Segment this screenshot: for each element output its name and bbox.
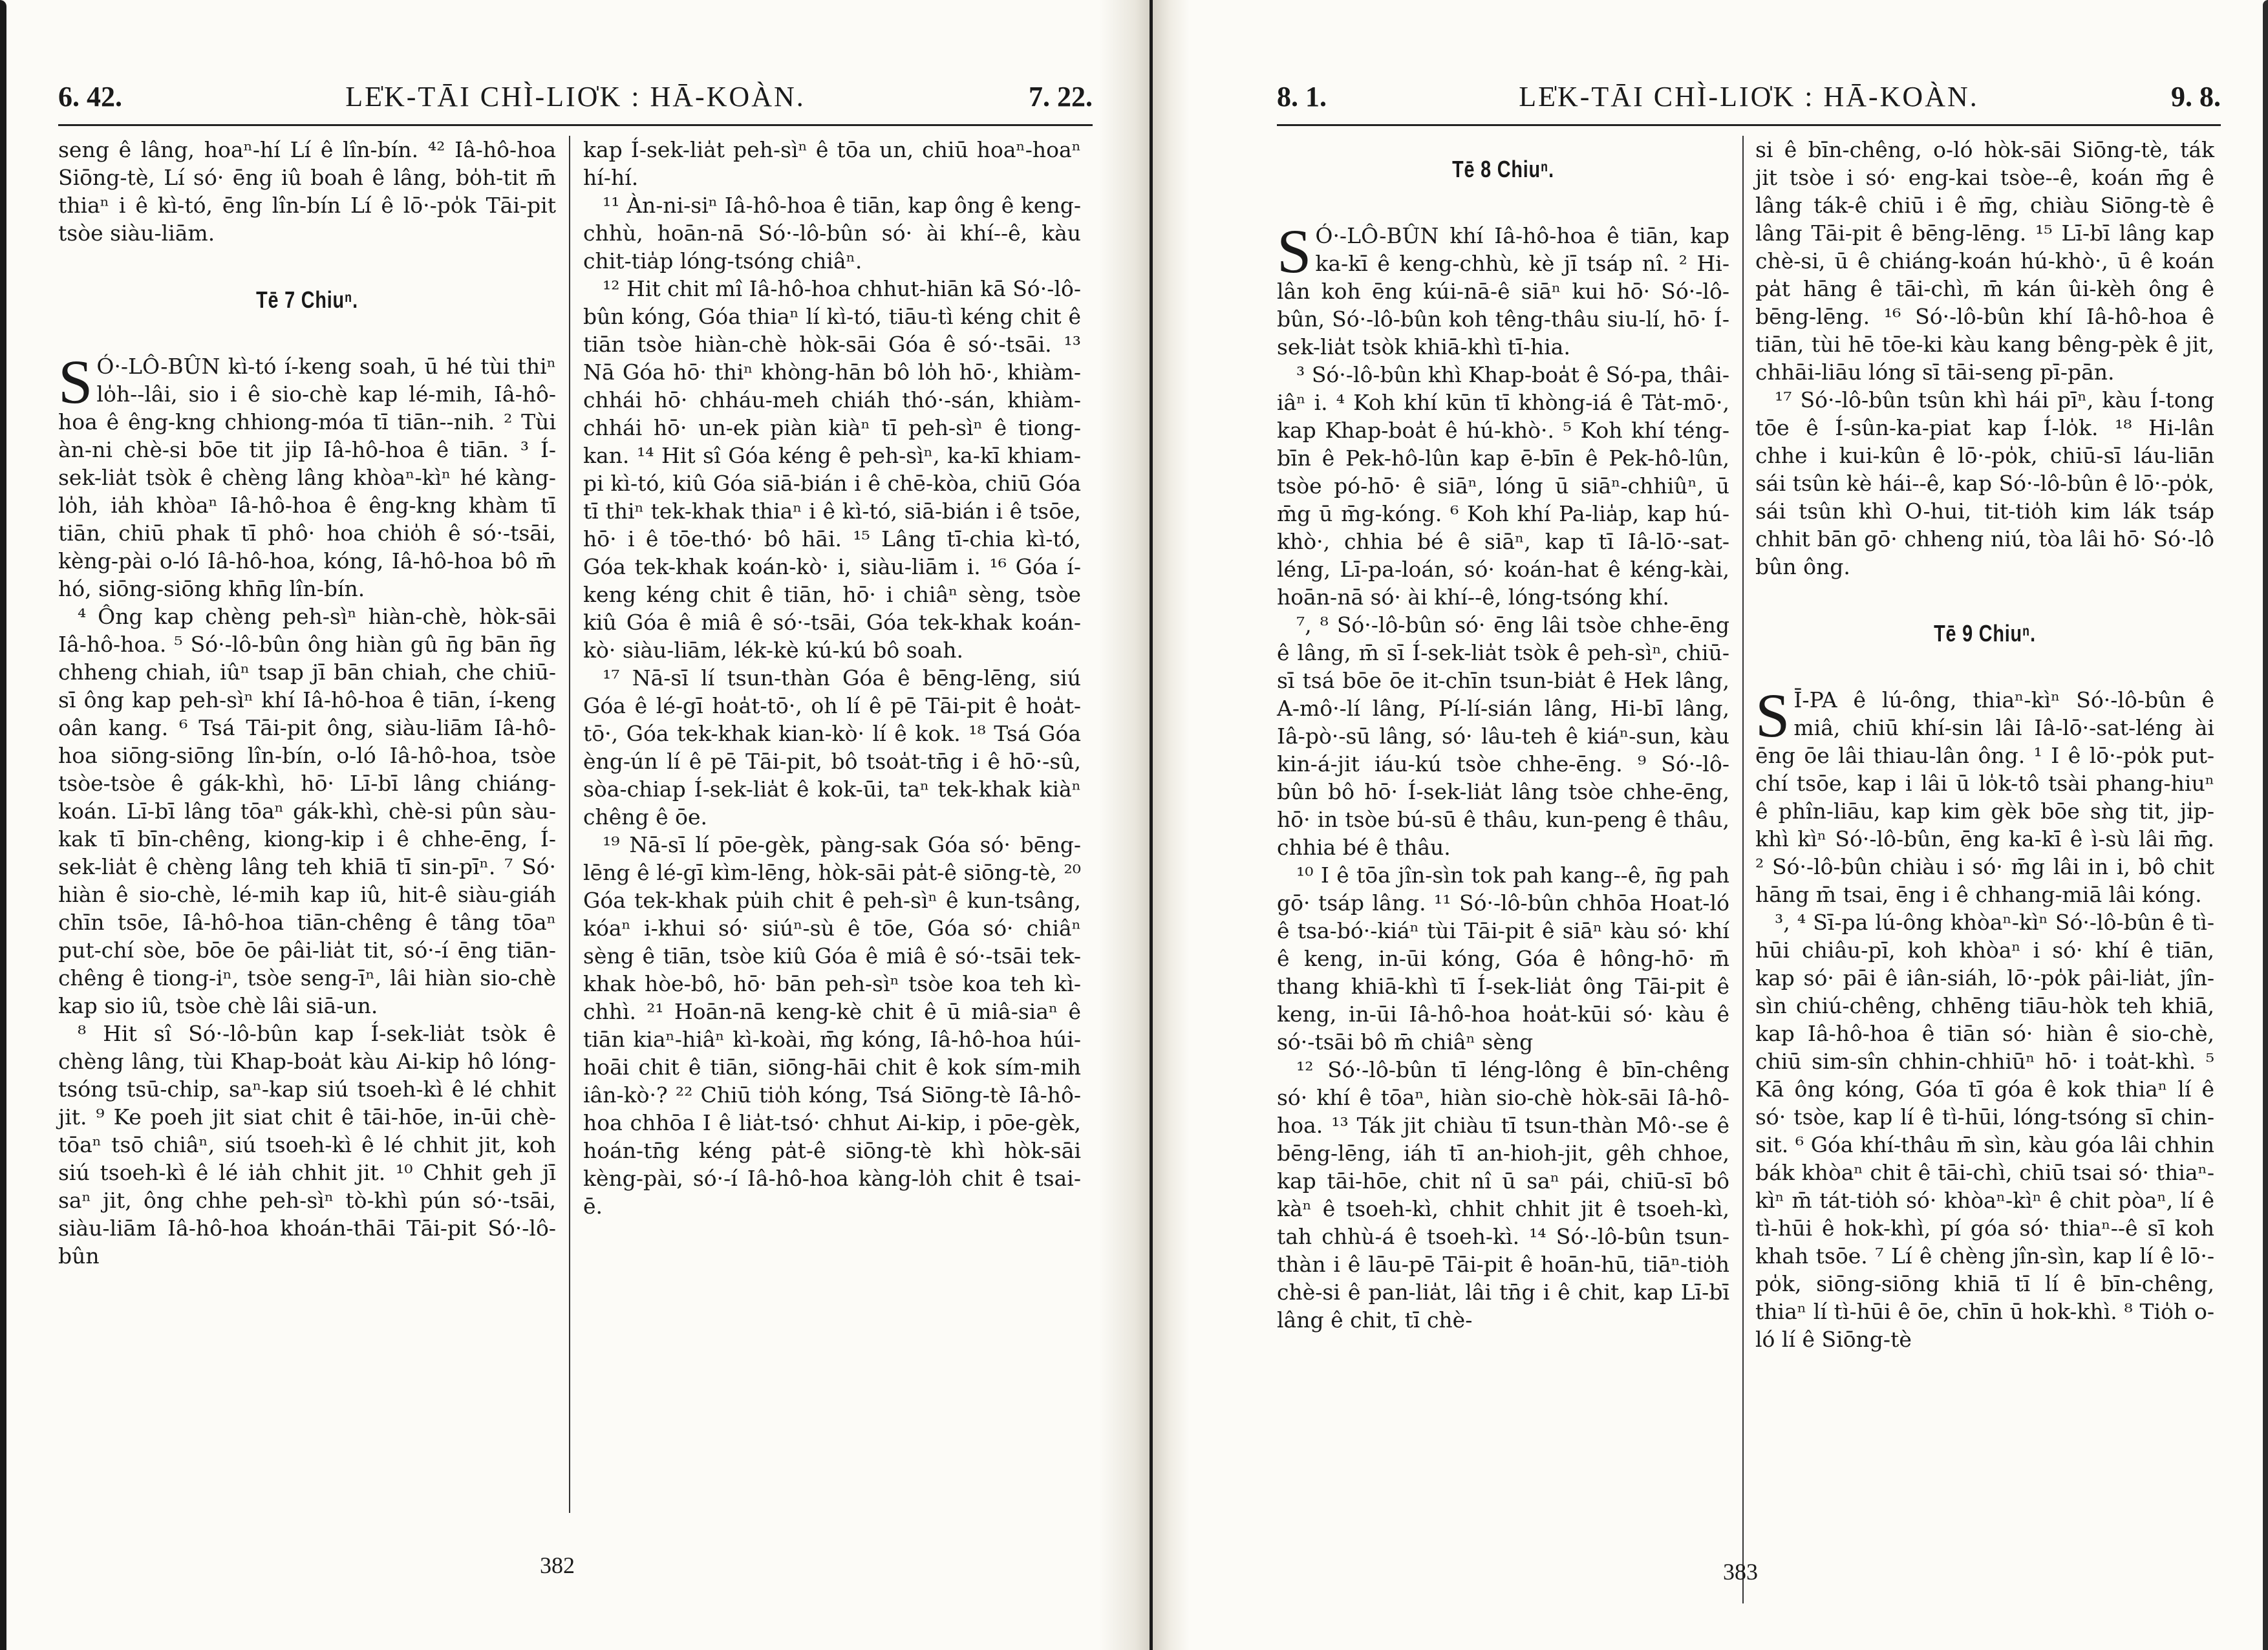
paragraph: ⁸ Hit sî Só·-lô-bûn kap Í-sek-lia̍t tsòk ê chèng lâng, tùi Khap-boa̍t kàu Ai-kip hô lóng-tsóng tsū-chi̍p, saⁿ-kap siú tsoeh-kì ê lé chhit jit. ⁹ Ke poeh jit siat chit ê tāi-hōe, in-ūi chè-tōaⁿ tsō chiâⁿ, siú tsoeh-kì ê lé chhit jit, koh siú tsoeh-kì ê lé ia̍h chhit jit. ¹⁰ Chhit geh jī saⁿ jit, ông chhe peh-sìⁿ tò-khì pún só·-tsāi, siàu-liām Iâ-hô-hoa khoán-thāi Tāi-pit Só·-lô-bûn xyxy=(58,1021,556,1269)
running-title: LE̍K-TĀI CHÌ-LIO̍K : HĀ-KOÀN. xyxy=(345,81,806,112)
page-number: 382 xyxy=(540,1552,575,1578)
gutter-shadow-left xyxy=(1099,0,1151,1650)
drop-cap: S xyxy=(1755,681,1790,750)
paragraph: ¹⁷ Nā-sī lí tsun-thàn Góa ê bēng-lēng, siú Góa ê lé-gī hoa̍t-tō·, oh lí ê pē Tāi-pit ê hoa̍t-tō·, Góa tek-khak kian-kò· lí ê kok. ¹⁸ Tsá Góa èng-ún lí ê pē Tāi-pit, bô tsoa̍t-tn̄g i ê hō·-sû, sòa-chiap Í-sek-lia̍t ê kok-ūi, taⁿ tek-khak kiàⁿ chêng ê ōe. xyxy=(583,665,1081,830)
paragraph-text: Ó·-LÔ-BÛN kì-tó í-keng soah, ū hé tùi thiⁿ lo̍h--lâi, sio i ê sio-chè kap lé-mih, Iâ-hô-hoa ê êng-kng chhiong-móa tī tiān--nih. ² Tùi àn-ni chè-si bōe tit ji̍p Iâ-hô-hoa ê tiān. ³ Í-sek-lia̍t tsòk ê chèng lâng khòaⁿ-kìⁿ hé kàng-lo̍h, ia̍h khòaⁿ Iâ-hô-hoa ê êng-kng khàm tī tiān, chiū phak tī phô· hoa chio̍h ê só·-tsāi, kèng-pài o-ló Iâ-hô-hoa, kóng, Iâ-hô-hoa bô m̄ hó, siōng-siōng khn̄g lîn-bín. xyxy=(58,354,556,601)
text-column-2 xyxy=(583,136,1081,1220)
paragraph: ³, ⁴ Sī-pa lú-ông khòaⁿ-kìⁿ Só·-lô-bûn ê tì-hūi chiâu-pī, koh khòaⁿ i só· khí ê tiān, kap só· pāi ê iân-siáh, lō·-po̍k pâi-lia̍t, jîn-sìn chiú-chêng, chhēng tiāu-hòk teh khiā, kap Iâ-hô-hoa ê tiān só· hiàn ê sio-chè, chiū sim-sîn chhin-chhiūⁿ hō· i toa̍t-khì. ⁵ Kā ông kóng, Góa tī góa ê kok thiaⁿ lí ê só· tsòe, kap lí ê tì-hūi, lóng-tsóng sī chin-sit. ⁶ Góa khí-thâu m̄ sìn, kàu góa lâi chhin bák khòaⁿ chit ê tāi-chì, chiū tsai só· thiaⁿ-kìⁿ m̄ tát-tio̍h só· khòaⁿ-kìⁿ ê chit pòaⁿ, lí ê tì-hūi ê hok-khì, pí góa só· thiaⁿ--ê sī koh khah tsōe. ⁷ Lí ê chèng jîn-sìn, kap lí ê lō·-po̍k, siōng-siōng khiā tī lí ê bīn-chêng, thiaⁿ lí tì-hūi ê ōe, chīn ū hok-khì. ⁸ Tio̍h o-ló lí ê Siōng-tè xyxy=(1755,910,2214,1352)
chapter-verse-ref-end: 9. 8. xyxy=(2171,81,2221,112)
paragraph: ¹¹ Àn-ni-siⁿ Iâ-hô-hoa ê tiān, kap ông ê keng-chhù, hoān-nā Só·-lô-bûn só· ài khí--ê, kàu chit-tia̍p lóng-tsóng chiâⁿ. xyxy=(583,193,1081,273)
chapter-verse-ref-start: 8. 1. xyxy=(1277,81,1327,112)
chapter-heading: Tē 8 Chiuⁿ. xyxy=(1452,156,1554,182)
page-number: 383 xyxy=(1723,1559,1758,1585)
text-column-2 xyxy=(1755,136,2214,1353)
paragraph-text: Ī-PA ê lú-ông, thiaⁿ-kìⁿ Só·-lô-bûn ê miâ, chiū khí-sin lâi Iâ-lō·-sat-léng ài ēng ōe lâi thiau-lân ông. ¹ I ê lō·-po̍k put-chí tsōe, kap i lâi ū lo̍k-tô tsài phang-hiuⁿ ê phîn-liāu, kap kim gèk bōe sǹg tit, ji̍p-khì kìⁿ Só·-lô-bûn, ēng ka-kī ê ì-sù lâi m̄g. ² Só·-lô-bûn chiàu i só· m̄g lâi in i, bô chit hāng m̄ tsai, ēng i ê chhang-miā lâi kóng. xyxy=(1755,687,2214,907)
paragraph: ⁷, ⁸ Só·-lô-bûn só· ēng lâi tsòe chhe-ēng ê lâng, m̄ sī Í-sek-lia̍t tsòk ê peh-sìⁿ, chiū-sī tsá bōe ōe it-chīn tsun-bia̍t ê Hek lâng, A-mô·-lí lâng, Pí-lí-sián lâng, Hi-bī lâng, Iâ-pò·-sū lâng, só· lâu-teh ê kiáⁿ-sun, kàu kin-á-jit iáu-kú tsòe chhe-ēng. ⁹ Só·-lô-bûn bô hō· Í-sek-lia̍t lâng tsòe chhe-ēng, hō· in tsòe bú-sū ê thâu, kun-peng ê thâu, chhia bé ê thâu. xyxy=(1277,612,1729,860)
paragraph xyxy=(1277,217,1729,361)
paragraph: ⁴ Ông kap chèng peh-sìⁿ hiàn-chè, hòk-sāi Iâ-hô-hoa. ⁵ Só·-lô-bûn ông hiàn gû n̄g bān n̄g chheng chiah, iûⁿ tsap jī bān chiah, che chiū-sī ông kap peh-sìⁿ khí Iâ-hô-hoa ê tiān, í-keng oân kang. ⁶ Tsá Tāi-pit ông, siàu-liām Iâ-hô-hoa siōng-siōng lîn-bín, o-ló Iâ-hô-hoa, tsòe tsòe-tsòe ê gák-khì, hō· Lī-bī lâng chiáng-koán. Lī-bī lâng tōaⁿ gák-khì, chè-si pûn sàu-kak tī bīn-chêng, kiong-kip i ê chhe-ēng, Í-sek-lia̍t ê chèng lâng teh khiā tī sin-pīⁿ. ⁷ Só· hiàn ê sio-chè, lé-mih kap iû, hit-ê siàu-giáh chīn tsōe, Iâ-hô-hoa tiān-chêng ê tâng tōaⁿ put-chí sòe, bōe ōe pâi-lia̍t tit, só·-í ēng tiān-chêng ê tiong-iⁿ, tsòe seng-īⁿ, lâi hiàn sio-chè kap sio iû, tsòe chè lâi siā-un. xyxy=(58,604,556,1018)
right-page-edge xyxy=(2263,0,2268,1650)
paragraph: ¹² Hit chit mî Iâ-hô-hoa chhut-hiān kā Só·-lô-bûn kóng, Góa thiaⁿ lí kì-tó, tiāu-tì kéng chit ê tiān tsòe hiàn-chè hòk-sāi Góa ê só·-tsāi. ¹³ Nā Góa hō· thiⁿ khòng-hān bô lo̍h hō·, khiàm-chhái hō· chháu-meh chiáh thó·-sán, khiàm-chhái hō· un-ek piàn kiàⁿ tī peh-sìⁿ ê tiong-kan. ¹⁴ Hit sî Góa kéng ê peh-sìⁿ, ka-kī khiam-pi kì-tó, kiû Góa siā-bián i ê chē-kòa, chiū Góa tī thiⁿ tek-khak thiaⁿ i ê kì-tó, siā-bián i ê tsōe, hō· i ê tōe-thó· bô hāi. ¹⁵ Lâng tī-chia kì-tó, Góa tek-khak koán-kò· i, siàu-liām i. ¹⁶ Góa í-keng kéng chit ê tiān, hō· i chiâⁿ sèng, tsòe kiû Góa ê miâ ê só·-tsāi, Góa tek-khak koán-kò· siàu-liām, lék-kè kú-kú bô soah. xyxy=(583,276,1081,663)
running-head xyxy=(1277,71,2221,123)
running-title: LE̍K-TĀI CHÌ-LIO̍K : HĀ-KOÀN. xyxy=(1519,81,1979,112)
paragraph xyxy=(1755,681,2214,908)
paragraph: seng ê lâng, hoaⁿ-hí Lí ê lîn-bín. ⁴² Iâ-hô-hoa Siōng-tè, Lí só· ēng iû boah ê lâng, bo̍h-tit m̄ thiaⁿ i ê kì-tó, ēng lîn-bín Lí ê lō·-po̍k Tāi-pit tsòe siàu-liām. xyxy=(58,137,556,246)
chapter-verse-ref-start: 6. 42. xyxy=(58,81,122,112)
running-head xyxy=(58,71,1093,123)
paragraph: ¹⁹ Nā-sī lí pōe-gèk, pàng-sak Góa só· bēng-lēng ê lé-gī kìm-lēng, hòk-sāi pa̍t-ê siōng-tè, ²⁰ Góa tek-khak pu̍ih chit ê peh-sìⁿ ê kun-tsâng, kóaⁿ i-khui só· siúⁿ-sù ê tōe, Góa só· chiâⁿ sèng ê tiān, tsòe kiû Góa ê miâ ê só·-tsāi tek-khak hòe-bô, hō· bān peh-sìⁿ tsòe koa teh kì-chhì. ²¹ Hoān-nā keng-kè chit ê ū miâ-siaⁿ ê tiān kiaⁿ-hiâⁿ kì-koài, m̄g kóng, Iâ-hô-hoa húi-hoāi chit ê tiān, siōng-hāi chit ê kok sím-mih iân-kò·? ²² Chiū tio̍h kóng, Tsá Siōng-tè Iâ-hô-hoa chhōa I ê lia̍t-tsó· chhut Ai-kip, i pōe-gèk, hoán-tn̄g kéng pa̍t-ê siōng-tè khì hòk-sāi kèng-pài, só·-í Iâ-hô-hoa kàng-lo̍h chit ê tsai-ē. xyxy=(583,832,1081,1219)
paragraph: si ê bīn-chêng, o-ló hòk-sāi Siōng-tè, ták jit tsòe i só· eng-kai tsòe--ê, koán m̄g ê lâng ták-ê chiū i ê m̄g, chiàu Siōng-tè ê lâng Tāi-pit ê bēng-lēng. ¹⁵ Lī-bī lâng kap chè-si, ū ê chiáng-koán hú-khò·, ū ê koán pa̍t hāng ê tāi-chì, m̄ kán ûi-kèh ông ê bēng-lēng. ¹⁶ Só·-lô-bûn khí Iâ-hô-hoa ê tiān, tùi hē tōe-ki kàu kang bêng-pèk ê jit, chhāi-liāu lóng sī tāi-seng pī-pān. xyxy=(1755,137,2214,385)
paragraph-text: Ó·-LÔ-BÛN khí Iâ-hô-hoa ê tiān, kap ka-kī ê keng-chhù, kè jī tsáp nî. ² Hi-lân koh ēng kúi-nā-ê siāⁿ kui hō· Só·-lô-bûn, Só·-lô-bûn koh têng-thâu siu-lí, hō· Í-sek-lia̍t tsòk khiā-khì tī-hia. xyxy=(1277,223,1729,359)
paragraph xyxy=(58,347,556,603)
chapter-heading: Tē 9 Chiuⁿ. xyxy=(1934,620,2036,647)
header-rule xyxy=(58,124,1093,126)
paragraph: ³ Só·-lô-bûn khì Khap-boa̍t ê Só-pa, thâi-iâⁿ i. ⁴ Koh khí kūn tī khòng-iá ê Ta̍t-mō·, kap Khap-boa̍t ê hú-khò·. ⁵ Koh khí téng-bīn ê Pek-hô-lûn kap ē-bīn ê Pek-hô-lûn, tsòe pó-hō· ê siāⁿ, lóng ū siāⁿ-chhiûⁿ, ū m̄g ū m̄g-kóng. ⁶ Koh khí Pa-lia̍p, kap hú-khò·, chhia bé ê siāⁿ, kap tī Iâ-lō·-sat-léng, Lī-pa-loán, só· koán-hat ê kéng-kài, hoān-nā só· ài khí--ê, lóng-tsóng khí. xyxy=(1277,362,1729,610)
gutter-shadow-right xyxy=(1151,0,1190,1650)
column-rule xyxy=(1742,136,1744,1603)
book-spine xyxy=(1150,0,1153,1650)
text-column-1 xyxy=(58,136,556,1270)
paragraph: ¹⁰ I ê tōa jîn-sìn tok pah kang--ê, n̄g pah gō· tsáp lâng. ¹¹ Só·-lô-bûn chhōa Hoat-ló ê tsa-bó·-kiáⁿ tùi Tāi-pit ê siāⁿ kàu só· khí ê keng, in-ūi kóng, Góa ê hông-hō· m̄ thang khiā-khì tī Í-sek-lia̍t ông Tāi-pit ê keng, in-ūi Iâ-hô-hoa hoa̍t-kūi só· kàu ê só·-tsāi bô m̄ chiâⁿ sèng xyxy=(1277,862,1729,1055)
paragraph: kap Í-sek-lia̍t peh-sìⁿ ê tōa un, chiū hoaⁿ-hoaⁿ hí-hí. xyxy=(583,137,1081,190)
header-rule xyxy=(1277,124,2221,126)
left-page xyxy=(58,71,1093,1636)
chapter-verse-ref-end: 7. 22. xyxy=(1029,81,1093,112)
left-page-edge xyxy=(0,0,6,1650)
text-column-1 xyxy=(1277,136,1729,1334)
chapter-heading: Tē 7 Chiuⁿ. xyxy=(256,286,358,313)
drop-cap: S xyxy=(1277,217,1312,286)
column-rule xyxy=(569,136,570,1513)
paragraph: ¹² Só·-lô-bûn tī léng-lông ê bīn-chêng só· khí ê tōaⁿ, hiàn sio-chè hòk-sāi Iâ-hô-hoa. ¹³ Ták jit chiàu tī tsun-thàn Mô·-se ê bēng-lēng, iáh tī an-hioh-jit, gêh chhoe, kap tāi-hōe, chit nî ū saⁿ pái, chiū-sī bô kàⁿ ê tsoeh-kì, chhit chhit jit ê tsoeh-kì, tah chhù-á ê tsoeh-kì. ¹⁴ Só·-lô-bûn tsun-thàn i ê lāu-pē Tāi-pit ê hoān-hū, tiāⁿ-tio̍h chè-si ê pan-lia̍t, lâi tn̄g i ê chit, kap Lī-bī lâng ê chit, tī chè- xyxy=(1277,1057,1729,1333)
right-page xyxy=(1277,71,2221,1636)
drop-cap: S xyxy=(58,347,93,416)
paragraph: ¹⁷ Só·-lô-bûn tsûn khì hái pīⁿ, kàu Í-tong tōe ê Í-sûn-ka-piat kap Í-lo̍k. ¹⁸ Hi-lân chhe i kui-kûn ê lō·-po̍k, chiū-sī láu-liān sái tsûn kè hái--ê, kap Só·-lô-bûn ê lō·-po̍k, sái tsûn khì O-hui, tit-tio̍h kim lák tsáp chhit bān gō· chheng niú, tòa lâi hō· Só·-lô bûn ông. xyxy=(1755,387,2214,579)
